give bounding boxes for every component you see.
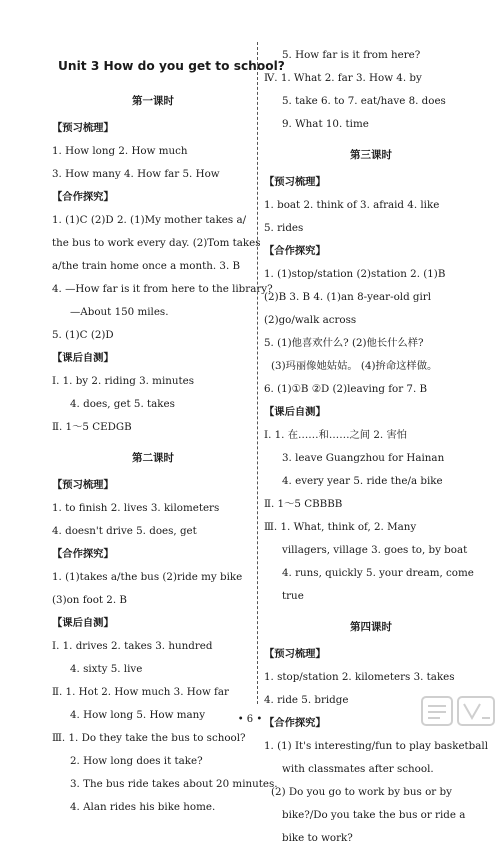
answer-line: 1. to finish 2. lives 3. kilometers bbox=[52, 502, 220, 514]
answer-line: 4. doesn't drive 5. does, get bbox=[52, 525, 197, 537]
lesson-heading: 第四课时 bbox=[350, 621, 392, 633]
answer-line: bike?/Do you take the bus or ride a bbox=[282, 809, 466, 821]
answer-site-watermark-icon bbox=[420, 694, 496, 728]
right-column bbox=[264, 44, 489, 850]
unit-title: Unit 3 How do you get to school? bbox=[58, 59, 285, 73]
answer-line: 5. How far is it from here? bbox=[282, 49, 421, 61]
page-number: • 6 • bbox=[237, 714, 263, 725]
answer-line: 1. How long 2. How much bbox=[52, 145, 188, 157]
answer-line: Ⅲ. 1. Do they take the bus to school? bbox=[52, 732, 246, 744]
section-heading: 【合作探究】 bbox=[264, 717, 326, 729]
section-heading: 【课后自测】 bbox=[264, 406, 326, 418]
section-heading: 【预习梳理】 bbox=[52, 479, 114, 491]
section-heading: 【课后自测】 bbox=[52, 352, 114, 364]
section-heading: 【预习梳理】 bbox=[264, 176, 326, 188]
answer-line: with classmates after school. bbox=[282, 763, 434, 775]
answer-line: 3. The bus ride takes about 20 minutes. bbox=[70, 778, 278, 790]
answer-line: the bus to work every day. (2)Tom takes bbox=[52, 237, 261, 249]
answer-line: Ⅰ. 1. by 2. riding 3. minutes bbox=[52, 375, 195, 387]
answer-line: Ⅱ. 1～5 CBBBB bbox=[264, 498, 343, 510]
section-heading: 【合作探究】 bbox=[52, 191, 114, 203]
lesson-heading: 第三课时 bbox=[350, 149, 392, 161]
answer-line: 4. How long 5. How many bbox=[70, 709, 206, 721]
answer-line: 5. rides bbox=[264, 222, 304, 234]
answer-line: Ⅱ. 1～5 CEDGB bbox=[52, 421, 132, 433]
answer-line: 4. Alan rides his bike home. bbox=[70, 801, 216, 813]
answer-line: (3)on foot 2. B bbox=[52, 594, 127, 606]
answer-line: (3)玛丽像她姑姑。 (4)拚命这样做。 bbox=[271, 360, 438, 372]
answer-line: Ⅰ. 1. drives 2. takes 3. hundred bbox=[52, 640, 213, 652]
answer-line: 4. runs, quickly 5. your dream, come bbox=[282, 567, 474, 579]
section-heading: 【预习梳理】 bbox=[52, 122, 114, 134]
answer-line: 6. (1)①B ②D (2)leaving for 7. B bbox=[264, 383, 428, 395]
answer-line: 5. take 6. to 7. eat/have 8. does bbox=[282, 95, 446, 107]
section-heading: 【预习梳理】 bbox=[264, 648, 326, 660]
answer-line: 1. (1) It's interesting/fun to play basketball bbox=[264, 740, 489, 752]
answer-line: Ⅱ. 1. Hot 2. How much 3. How far bbox=[52, 686, 229, 698]
answer-line: 3. leave Guangzhou for Hainan bbox=[282, 452, 445, 464]
answer-line: 1. (1)takes a/the bus (2)ride my bike bbox=[52, 571, 243, 583]
answer-line: 5. (1)C (2)D bbox=[52, 329, 114, 341]
answer-line: 5. (1)他喜欢什么? (2)他长什么样? bbox=[264, 337, 424, 349]
answer-line: (2)B 3. B 4. (1)an 8-year-old girl bbox=[264, 291, 432, 303]
answer-line: Ⅰ. 1. 在……和……之间 2. 害怕 bbox=[264, 429, 408, 441]
answer-line: 2. How long does it take? bbox=[70, 755, 203, 767]
answer-line: 4. ride 5. bridge bbox=[264, 694, 349, 706]
lesson-heading: 第一课时 bbox=[132, 95, 174, 107]
answer-line: Ⅳ. 1. What 2. far 3. How 4. by bbox=[264, 72, 422, 84]
answer-line: (2) Do you go to work by bus or by bbox=[271, 786, 452, 798]
section-heading: 【课后自测】 bbox=[52, 617, 114, 629]
section-heading: 【合作探究】 bbox=[52, 548, 114, 560]
answer-line: villagers, village 3. goes to, by boat bbox=[282, 544, 468, 556]
answer-line: 9. What 10. time bbox=[282, 118, 369, 130]
answer-line: 1. (1)stop/station (2)station 2. (1)B bbox=[264, 268, 446, 280]
answer-line: —About 150 miles. bbox=[70, 306, 169, 318]
answer-line: 4. —How far is it from here to the library? bbox=[52, 283, 273, 295]
column-divider bbox=[257, 42, 258, 704]
answer-line: true bbox=[282, 590, 304, 602]
section-heading: 【合作探究】 bbox=[264, 245, 326, 257]
answer-line: 4. sixty 5. live bbox=[70, 663, 143, 675]
answer-line: bike to work? bbox=[282, 832, 353, 844]
answer-line: Ⅲ. 1. What, think of, 2. Many bbox=[264, 521, 417, 533]
answer-line: a/the train home once a month. 3. B bbox=[52, 260, 241, 272]
answer-line: 1. (1)C (2)D 2. (1)My mother takes a/ bbox=[52, 214, 247, 226]
answer-line: 1. stop/station 2. kilometers 3. takes bbox=[264, 671, 455, 683]
answer-line: (2)go/walk across bbox=[264, 314, 357, 326]
answer-line: 4. does, get 5. takes bbox=[70, 398, 175, 410]
answer-line: 3. How many 4. How far 5. How bbox=[52, 168, 220, 180]
answer-line: 1. boat 2. think of 3. afraid 4. like bbox=[264, 199, 440, 211]
lesson-heading: 第二课时 bbox=[132, 452, 174, 464]
answer-line: 4. every year 5. ride the/a bike bbox=[282, 475, 443, 487]
